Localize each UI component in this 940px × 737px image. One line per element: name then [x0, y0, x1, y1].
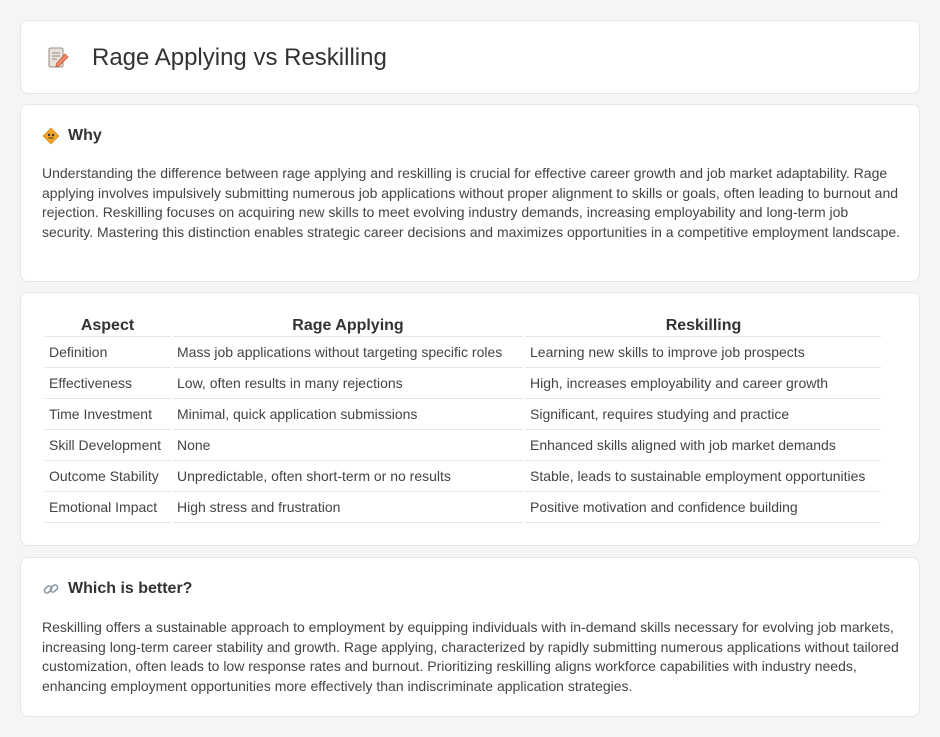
table-cell-reskilling: Enhanced skills aligned with job market demands — [526, 430, 881, 461]
column-header-aspect: Aspect — [45, 315, 170, 337]
table-cell-rage-applying: High stress and frustration — [173, 492, 523, 523]
table-cell-reskilling: High, increases employability and career growth — [526, 368, 881, 399]
which-is-better-section — [20, 557, 920, 717]
table-row — [45, 399, 881, 430]
table-cell-rage-applying: None — [173, 430, 523, 461]
table-cell-aspect: Skill Development — [45, 430, 170, 461]
page-title: Rage Applying vs Reskilling — [92, 44, 387, 71]
table-cell-reskilling: Positive motivation and confidence building — [526, 492, 881, 523]
table-row — [45, 337, 881, 368]
better-heading: Which is better? — [68, 580, 193, 597]
table-cell-aspect: Emotional Impact — [45, 492, 170, 523]
table-cell-aspect: Effectiveness — [45, 368, 170, 399]
better-text: Reskilling offers a sustainable approach to employment by equipping individuals with in-demand skills necessary for evolving job markets, increasing long-term career stability and growth. Rage applying, characterized by rapidly submitting numerous applications without tailored customization, often leads to low response rates and burnout. Prioritizing reskilling aligns workforce capabilities with industry needs, enhancing employment opportunities more effectively than indiscriminate application strategies. — [42, 619, 899, 694]
table-cell-rage-applying: Unpredictable, often short-term or no results — [173, 461, 523, 492]
table-cell-aspect: Time Investment — [45, 399, 170, 430]
why-text: Understanding the difference between rage applying and reskilling is crucial for effective career growth and job market adaptability. Rage applying involves impulsively submitting numerous job applications without proper alignment to skills or goals, often leading to burnout and rejection. Reskilling focuses on acquiring new skills to meet evolving industry demands, increasing employability and long-term job security. Mastering this distinction enables strategic career decisions and maximizes opportunities in a competitive employment landscape. — [42, 165, 901, 240]
column-header-reskilling: Reskilling — [526, 315, 881, 337]
table-cell-rage-applying: Mass job applications without targeting specific roles — [173, 337, 523, 368]
table-cell-reskilling: Stable, leads to sustainable employment opportunities — [526, 461, 881, 492]
table-row — [45, 430, 881, 461]
table-cell-reskilling: Learning new skills to improve job prospects — [526, 337, 881, 368]
column-header-rage-applying: Rage Applying — [173, 315, 523, 337]
header-card — [20, 20, 920, 94]
why-section — [20, 104, 920, 282]
table-cell-reskilling: Significant, requires studying and practice — [526, 399, 881, 430]
table-row — [45, 492, 881, 523]
table-row — [45, 368, 881, 399]
better-header — [42, 580, 192, 598]
document-pen-icon — [46, 46, 70, 70]
comparison-section — [20, 292, 920, 546]
diamond-sign-icon — [42, 127, 60, 145]
table-row — [45, 461, 881, 492]
why-header — [42, 127, 102, 145]
why-heading: Why — [68, 127, 102, 144]
link-icon — [42, 580, 60, 598]
table-header-row — [45, 315, 881, 337]
table-cell-rage-applying: Minimal, quick application submissions — [173, 399, 523, 430]
table-cell-aspect: Outcome Stability — [45, 461, 170, 492]
comparison-table — [42, 315, 884, 523]
table-cell-aspect: Definition — [45, 337, 170, 368]
table-cell-rage-applying: Low, often results in many rejections — [173, 368, 523, 399]
